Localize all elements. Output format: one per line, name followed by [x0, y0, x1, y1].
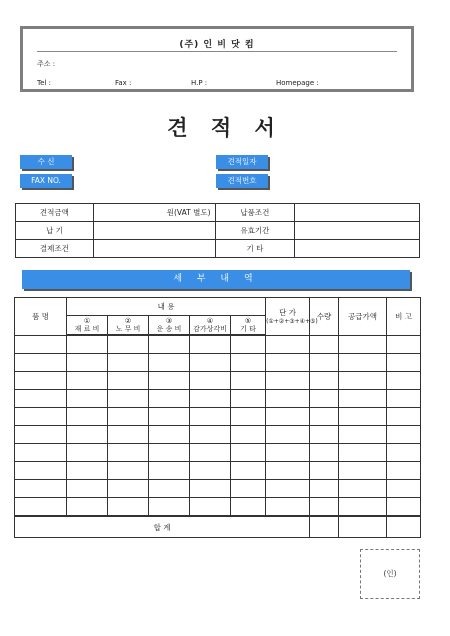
table-cell[interactable] — [15, 354, 67, 372]
table-cell[interactable] — [15, 372, 67, 390]
table-cell[interactable] — [387, 498, 421, 517]
table-cell[interactable] — [387, 390, 421, 408]
sub-header-num: ③ — [165, 317, 173, 325]
table-cell[interactable] — [266, 372, 310, 390]
table-cell[interactable] — [190, 408, 231, 426]
table-cell[interactable] — [15, 462, 67, 480]
table-cell[interactable] — [387, 480, 421, 498]
other-label: 기 타 — [215, 240, 295, 258]
table-cell[interactable] — [190, 426, 231, 444]
table-cell[interactable] — [266, 444, 310, 462]
table-cell[interactable] — [310, 390, 339, 408]
seal-box: (인) — [360, 549, 420, 599]
due-value[interactable] — [93, 222, 215, 240]
table-row — [15, 498, 421, 517]
table-cell[interactable] — [387, 354, 421, 372]
summary-row — [16, 222, 420, 240]
table-cell[interactable] — [266, 390, 310, 408]
table-cell[interactable] — [387, 408, 421, 426]
amount-note: 원(VAT 별도) — [93, 204, 215, 222]
sub-header-label: 기 타 — [240, 325, 256, 333]
table-row — [15, 462, 421, 480]
total-label: 합 계 — [15, 516, 310, 538]
table-cell[interactable] — [108, 335, 149, 354]
table-cell[interactable] — [149, 390, 190, 408]
fax-label: Fax : — [115, 79, 132, 87]
table-cell[interactable] — [108, 354, 149, 372]
table-cell[interactable] — [231, 390, 266, 408]
total-row — [15, 516, 421, 538]
table-cell[interactable] — [339, 480, 387, 498]
table-cell[interactable] — [67, 354, 108, 372]
table-cell[interactable] — [310, 426, 339, 444]
table-cell[interactable] — [310, 372, 339, 390]
table-cell[interactable] — [108, 480, 149, 498]
total-qty[interactable] — [310, 516, 339, 538]
table-cell[interactable] — [190, 498, 231, 517]
tel-label: Tel : — [37, 79, 51, 87]
table-cell[interactable] — [15, 444, 67, 462]
table-cell[interactable] — [387, 426, 421, 444]
table-cell[interactable] — [310, 408, 339, 426]
table-cell[interactable] — [231, 480, 266, 498]
unit-price-header — [266, 298, 318, 336]
table-cell[interactable] — [339, 372, 387, 390]
table-cell[interactable] — [266, 462, 310, 480]
delivery-terms-value[interactable] — [295, 204, 420, 222]
table-row — [15, 335, 421, 354]
table-cell[interactable] — [310, 498, 339, 517]
table-cell[interactable] — [339, 390, 387, 408]
remark-header: 비 고 — [387, 298, 421, 336]
summary-row — [16, 204, 420, 222]
table-cell[interactable] — [266, 335, 310, 354]
table-cell[interactable] — [67, 426, 108, 444]
table-cell[interactable] — [149, 426, 190, 444]
table-cell[interactable] — [67, 408, 108, 426]
table-cell[interactable] — [339, 498, 387, 517]
sub-header-label: 노 무 비 — [115, 325, 141, 333]
table-cell[interactable] — [15, 335, 67, 354]
sub-header-num: ⑤ — [244, 317, 252, 325]
validity-label: 유효기간 — [215, 222, 295, 240]
company-info-box — [20, 26, 414, 92]
sub-header-num: ① — [83, 317, 91, 325]
table-cell[interactable] — [15, 390, 67, 408]
table-cell[interactable] — [190, 372, 231, 390]
delivery-terms-label: 납품조건 — [215, 204, 295, 222]
summary-row — [16, 240, 420, 258]
homepage-label: Homepage : — [276, 79, 319, 87]
document-title: 견 적 서 — [167, 116, 283, 140]
table-cell[interactable] — [339, 354, 387, 372]
supply-header: 공급가액 — [339, 298, 387, 336]
payment-value[interactable] — [93, 240, 215, 258]
table-row — [15, 354, 421, 372]
recipient-button[interactable]: 수 신 — [20, 155, 72, 169]
table-cell[interactable] — [108, 408, 149, 426]
table-cell[interactable] — [387, 444, 421, 462]
table-cell[interactable] — [67, 462, 108, 480]
table-cell[interactable] — [15, 426, 67, 444]
table-cell[interactable] — [149, 354, 190, 372]
table-row — [15, 480, 421, 498]
quote-date-button[interactable]: 견적일자 — [216, 155, 268, 169]
table-row — [15, 390, 421, 408]
section-title-bar: 세 부 내 역 — [22, 270, 410, 289]
table-cell[interactable] — [108, 426, 149, 444]
table-cell[interactable] — [310, 480, 339, 498]
table-cell[interactable] — [387, 335, 421, 354]
table-cell[interactable] — [108, 498, 149, 517]
table-cell[interactable] — [387, 462, 421, 480]
unit-price-formula: (①+②+③+④+⑤) — [266, 317, 318, 325]
validity-value[interactable] — [295, 222, 420, 240]
company-name: (주) 인 비 닷 컴 — [179, 40, 255, 50]
table-row — [15, 426, 421, 444]
table-cell[interactable] — [266, 354, 310, 372]
table-cell[interactable] — [231, 498, 266, 517]
table-cell[interactable] — [231, 335, 266, 354]
table-cell[interactable] — [149, 480, 190, 498]
table-cell[interactable] — [310, 444, 339, 462]
table-cell[interactable] — [108, 444, 149, 462]
item-header: 품 명 — [15, 298, 67, 336]
total-remark[interactable] — [387, 516, 421, 538]
qty-header: 수량 — [310, 298, 339, 336]
sub-header-depreciation — [190, 316, 231, 336]
table-cell[interactable] — [231, 408, 266, 426]
table-cell[interactable] — [266, 408, 310, 426]
hp-label: H.P : — [191, 79, 208, 87]
table-cell[interactable] — [310, 462, 339, 480]
table-cell[interactable] — [108, 462, 149, 480]
table-cell[interactable] — [231, 426, 266, 444]
table-cell[interactable] — [67, 480, 108, 498]
other-value[interactable] — [295, 240, 420, 258]
due-label: 납 기 — [16, 222, 94, 240]
table-cell[interactable] — [190, 335, 231, 354]
table-cell[interactable] — [231, 354, 266, 372]
table-cell[interactable] — [190, 354, 231, 372]
sub-header-num: ② — [124, 317, 132, 325]
table-cell[interactable] — [266, 480, 310, 498]
table-cell[interactable] — [149, 335, 190, 354]
sub-header-material — [67, 316, 108, 336]
address-label: 주소 : — [37, 60, 56, 68]
table-cell[interactable] — [149, 372, 190, 390]
table-row — [15, 408, 421, 426]
table-cell[interactable] — [266, 426, 310, 444]
table-cell[interactable] — [339, 408, 387, 426]
table-cell[interactable] — [387, 372, 421, 390]
table-cell[interactable] — [231, 462, 266, 480]
table-cell[interactable] — [67, 444, 108, 462]
table-cell[interactable] — [339, 335, 387, 354]
table-cell[interactable] — [15, 408, 67, 426]
table-cell[interactable] — [149, 462, 190, 480]
payment-label: 결제조건 — [16, 240, 94, 258]
table-cell[interactable] — [15, 498, 67, 517]
sub-header-num: ④ — [206, 317, 214, 325]
table-cell[interactable] — [67, 372, 108, 390]
content-header: 내 용 — [67, 298, 266, 316]
table-cell[interactable] — [190, 480, 231, 498]
summary-table — [15, 203, 420, 258]
sub-header-labor — [108, 316, 149, 336]
table-cell[interactable] — [67, 390, 108, 408]
table-cell[interactable] — [67, 498, 108, 517]
table-cell[interactable] — [108, 372, 149, 390]
table-cell[interactable] — [149, 408, 190, 426]
table-cell[interactable] — [67, 335, 108, 354]
header-row — [15, 298, 421, 316]
sub-header-label: 운 송 비 — [156, 325, 182, 333]
sub-header-shipping — [149, 316, 190, 336]
table-cell[interactable] — [339, 462, 387, 480]
table-cell[interactable] — [15, 480, 67, 498]
table-cell[interactable] — [190, 444, 231, 462]
table-cell[interactable] — [266, 498, 310, 517]
table-cell[interactable] — [231, 444, 266, 462]
table-cell[interactable] — [149, 498, 190, 517]
total-supply[interactable] — [339, 516, 387, 538]
fax-no-button[interactable]: FAX NO. — [20, 174, 72, 188]
table-cell[interactable] — [310, 335, 339, 354]
amount-label: 견적금액 — [16, 204, 94, 222]
table-row — [15, 372, 421, 390]
table-cell[interactable] — [149, 444, 190, 462]
sub-header-other — [231, 316, 266, 336]
table-cell[interactable] — [310, 354, 339, 372]
table-cell[interactable] — [231, 372, 266, 390]
sub-header-label: 감가상각비 — [193, 325, 227, 333]
company-divider — [37, 51, 397, 52]
table-cell[interactable] — [339, 444, 387, 462]
table-row — [15, 444, 421, 462]
quote-no-button[interactable]: 견적번호 — [216, 174, 268, 188]
table-cell[interactable] — [108, 390, 149, 408]
sub-header-label: 재 료 비 — [74, 325, 100, 333]
table-cell[interactable] — [190, 462, 231, 480]
table-cell[interactable] — [339, 426, 387, 444]
detail-table — [14, 297, 421, 538]
unit-price-label: 단 가 — [279, 307, 296, 317]
table-cell[interactable] — [190, 390, 231, 408]
